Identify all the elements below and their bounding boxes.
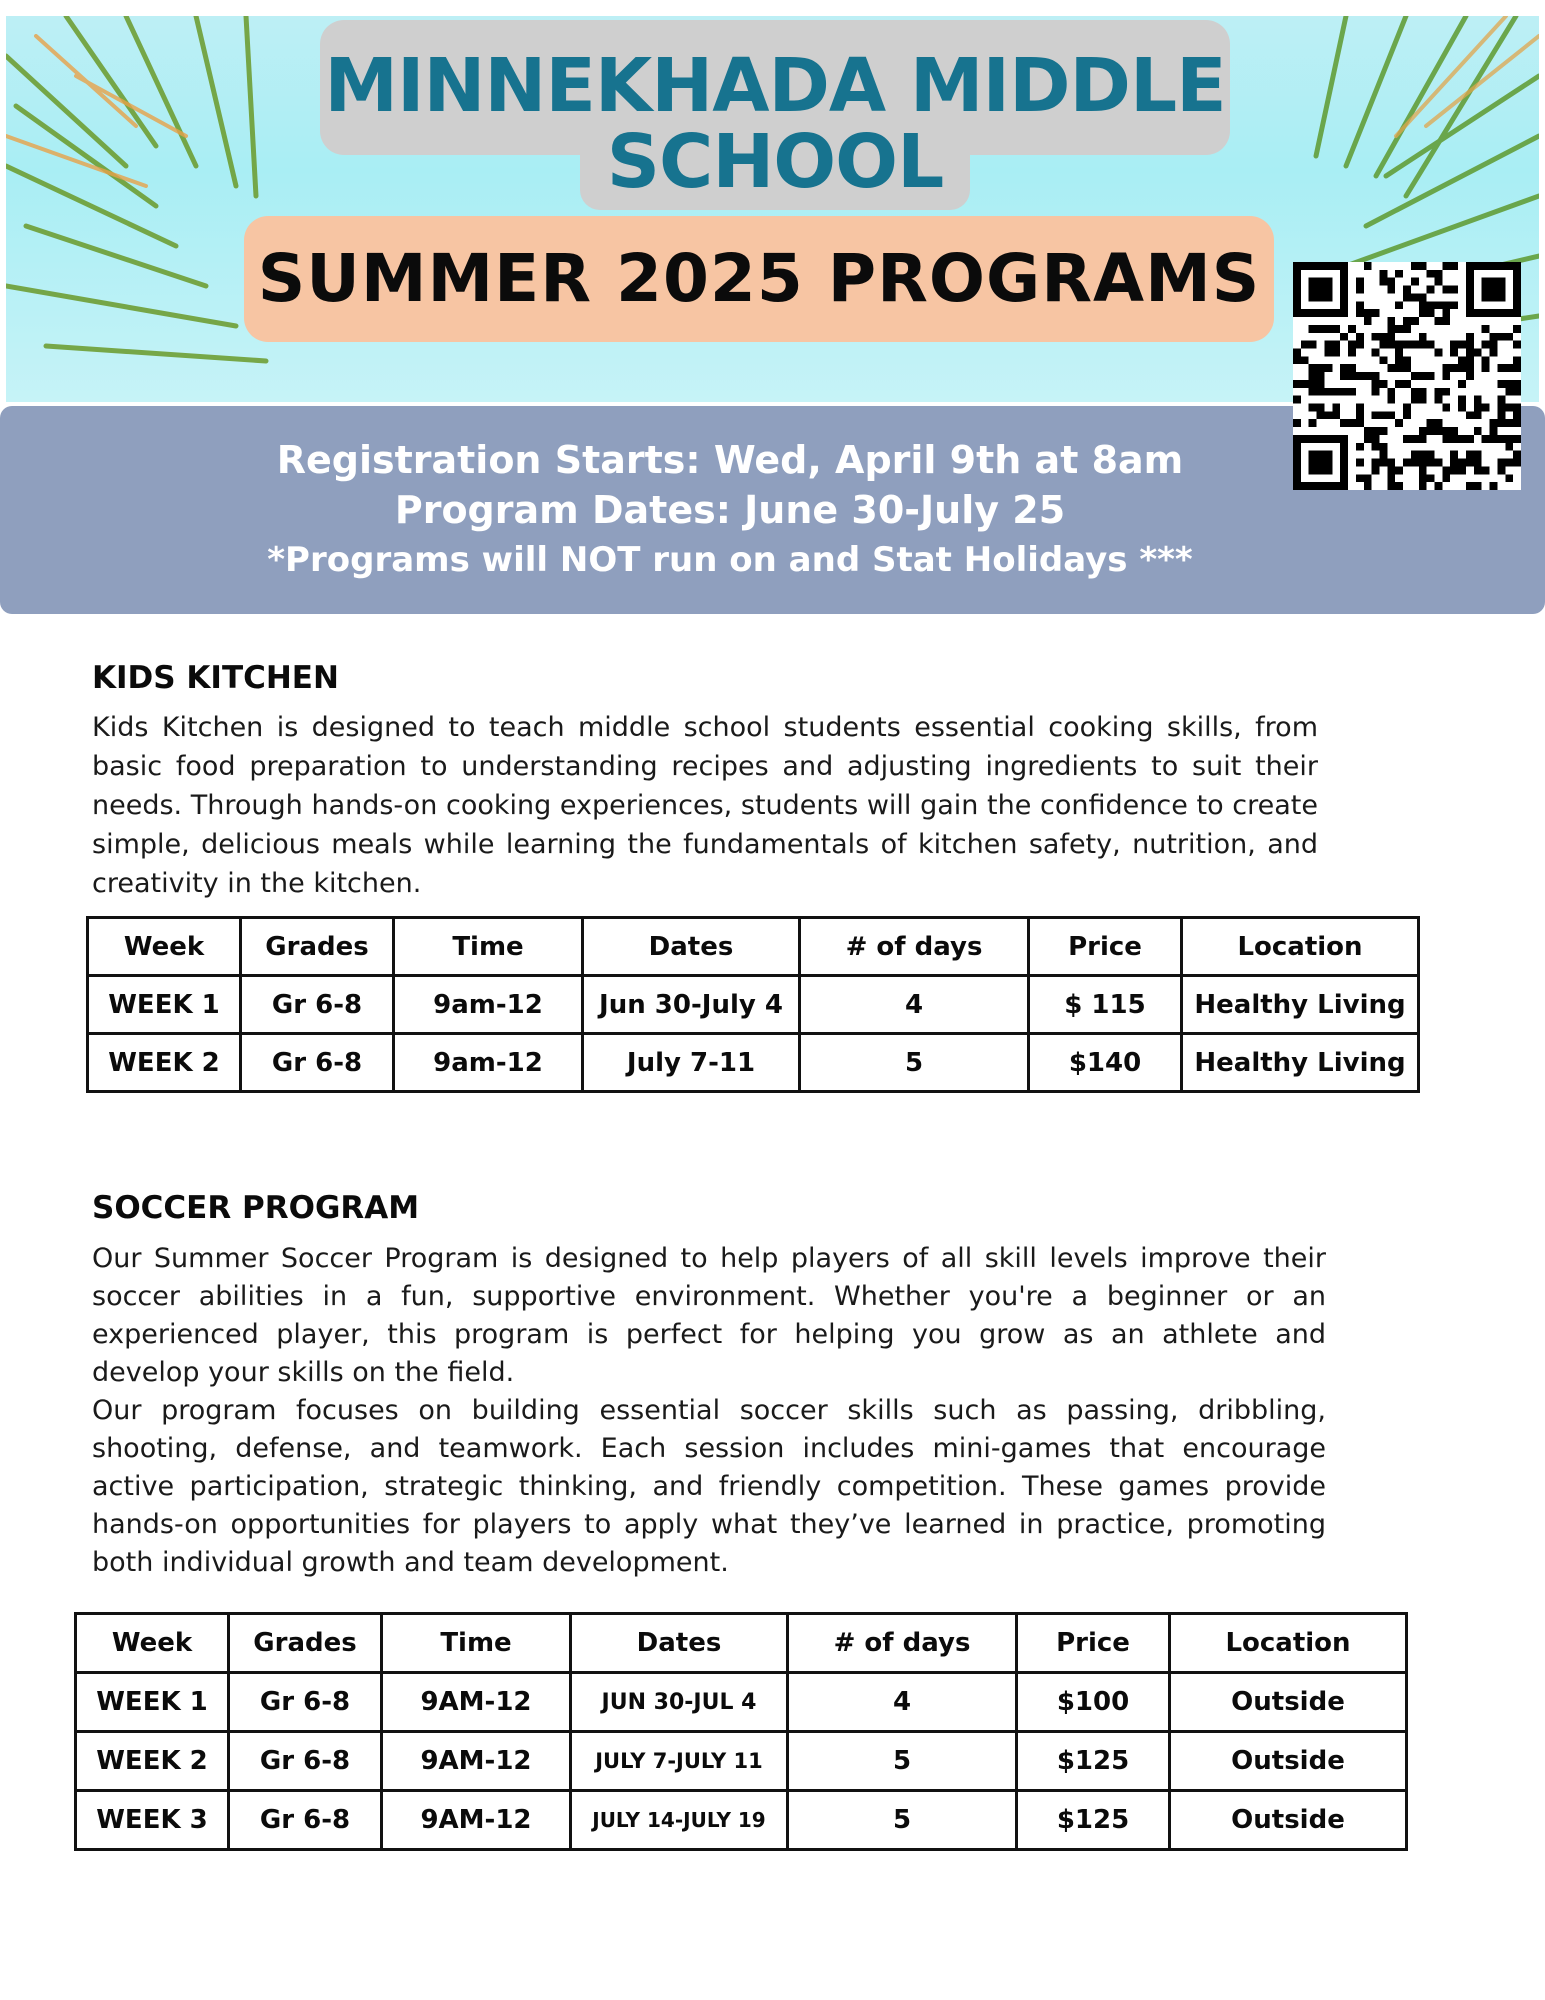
cell-grades: Gr 6-8	[241, 1034, 394, 1092]
col-header-days: # of days	[788, 1614, 1017, 1673]
school-name	[320, 43, 1230, 205]
cell-days: 5	[800, 1034, 1029, 1092]
school-name-line2: SCHOOL	[606, 119, 944, 205]
table-header-row	[76, 1614, 1407, 1673]
cell-location: Healthy Living	[1182, 1034, 1419, 1092]
soccer-description-2: Our program focuses on building essential soccer skills such as passing, dribbling, shooting, defense, and teamwork. Each session includes mini-games that encourage active participation, strategic thinking, and friendly competition. These games provide hands-on opportunities for players to apply what they’ve learned in practice, promoting both individual growth and team development.	[92, 1395, 1326, 1578]
cell-grades: Gr 6-8	[229, 1791, 382, 1850]
cell-days: 4	[788, 1673, 1017, 1732]
col-header-price: Price	[1017, 1614, 1170, 1673]
kids-kitchen-title: KIDS KITCHEN	[92, 660, 339, 696]
programs-title: SUMMER 2025 PROGRAMS	[257, 240, 1261, 317]
qr-code-icon[interactable]	[1293, 262, 1521, 490]
cell-days: 4	[800, 976, 1029, 1034]
col-header-time: Time	[382, 1614, 571, 1673]
col-header-grades: Grades	[229, 1614, 382, 1673]
col-header-dates: Dates	[571, 1614, 788, 1673]
cell-price: $125	[1017, 1732, 1170, 1791]
cell-grades: Gr 6-8	[241, 976, 394, 1034]
col-header-time: Time	[394, 918, 583, 976]
cell-grades: Gr 6-8	[229, 1732, 382, 1791]
table-row	[76, 1732, 1407, 1791]
col-header-grades: Grades	[241, 918, 394, 976]
cell-location: Outside	[1170, 1791, 1407, 1850]
cell-grades: Gr 6-8	[229, 1673, 382, 1732]
cell-week: WEEK 1	[76, 1673, 229, 1732]
cell-dates: Jun 30-July 4	[583, 976, 800, 1034]
program-dates-text: Program Dates: June 30-July 25	[394, 488, 1066, 532]
table-row	[76, 1791, 1407, 1850]
cell-location: Healthy Living	[1182, 976, 1419, 1034]
col-header-location: Location	[1170, 1614, 1407, 1673]
cell-week: WEEK 3	[76, 1791, 229, 1850]
cell-price: $ 115	[1029, 976, 1182, 1034]
col-header-days: # of days	[800, 918, 1029, 976]
cell-dates: JULY 14-JULY 19	[571, 1791, 788, 1850]
cell-price: $140	[1029, 1034, 1182, 1092]
cell-days: 5	[788, 1732, 1017, 1791]
table-row	[88, 1034, 1419, 1092]
cell-week: WEEK 2	[88, 1034, 241, 1092]
cell-location: Outside	[1170, 1673, 1407, 1732]
cell-price: $100	[1017, 1673, 1170, 1732]
cell-time: 9am-12	[394, 1034, 583, 1092]
cell-location: Outside	[1170, 1732, 1407, 1791]
soccer-program-table	[74, 1612, 1408, 1851]
table-header-row	[88, 918, 1419, 976]
cell-week: WEEK 1	[88, 976, 241, 1034]
cell-dates: JULY 7-JULY 11	[571, 1732, 788, 1791]
cell-price: $125	[1017, 1791, 1170, 1850]
kids-kitchen-description: Kids Kitchen is designed to teach middle school students essential cooking skills, from basic food preparation to understanding recipes and adjusting ingredients to suit their needs. Through hands-on cooking experiences, students will gain the confidence to create simple, delicious meals while learning the fundamentals of kitchen safety, nutrition, and creativity in the kitchen.	[92, 712, 1318, 899]
col-header-location: Location	[1182, 918, 1419, 976]
kids-kitchen-table	[86, 916, 1420, 1093]
cell-time: 9AM-12	[382, 1732, 571, 1791]
registration-start-text: Registration Starts: Wed, April 9th at 8am	[276, 438, 1184, 482]
col-header-week: Week	[88, 918, 241, 976]
table-row	[88, 976, 1419, 1034]
soccer-program-title: SOCCER PROGRAM	[92, 1190, 420, 1226]
cell-dates: JUN 30-JUL 4	[571, 1673, 788, 1732]
cell-time: 9AM-12	[382, 1791, 571, 1850]
holiday-notice-text: *Programs will NOT run on and Stat Holidays ***	[267, 540, 1193, 580]
cell-week: WEEK 2	[76, 1732, 229, 1791]
col-header-price: Price	[1029, 918, 1182, 976]
soccer-description-1: Our Summer Soccer Program is designed to help players of all skill levels improve their soccer abilities in a fun, supportive environment. Whether you're a beginner or an experienced player, this program is perfect for helping you grow as an athlete and develop your skills on the field.	[92, 1243, 1326, 1388]
cell-time: 9am-12	[394, 976, 583, 1034]
col-header-week: Week	[76, 1614, 229, 1673]
cell-time: 9AM-12	[382, 1673, 571, 1732]
col-header-dates: Dates	[583, 918, 800, 976]
cell-days: 5	[788, 1791, 1017, 1850]
cell-dates: July 7-11	[583, 1034, 800, 1092]
school-name-line1: MINNEKHADA MIDDLE	[324, 43, 1226, 129]
table-row	[76, 1673, 1407, 1732]
